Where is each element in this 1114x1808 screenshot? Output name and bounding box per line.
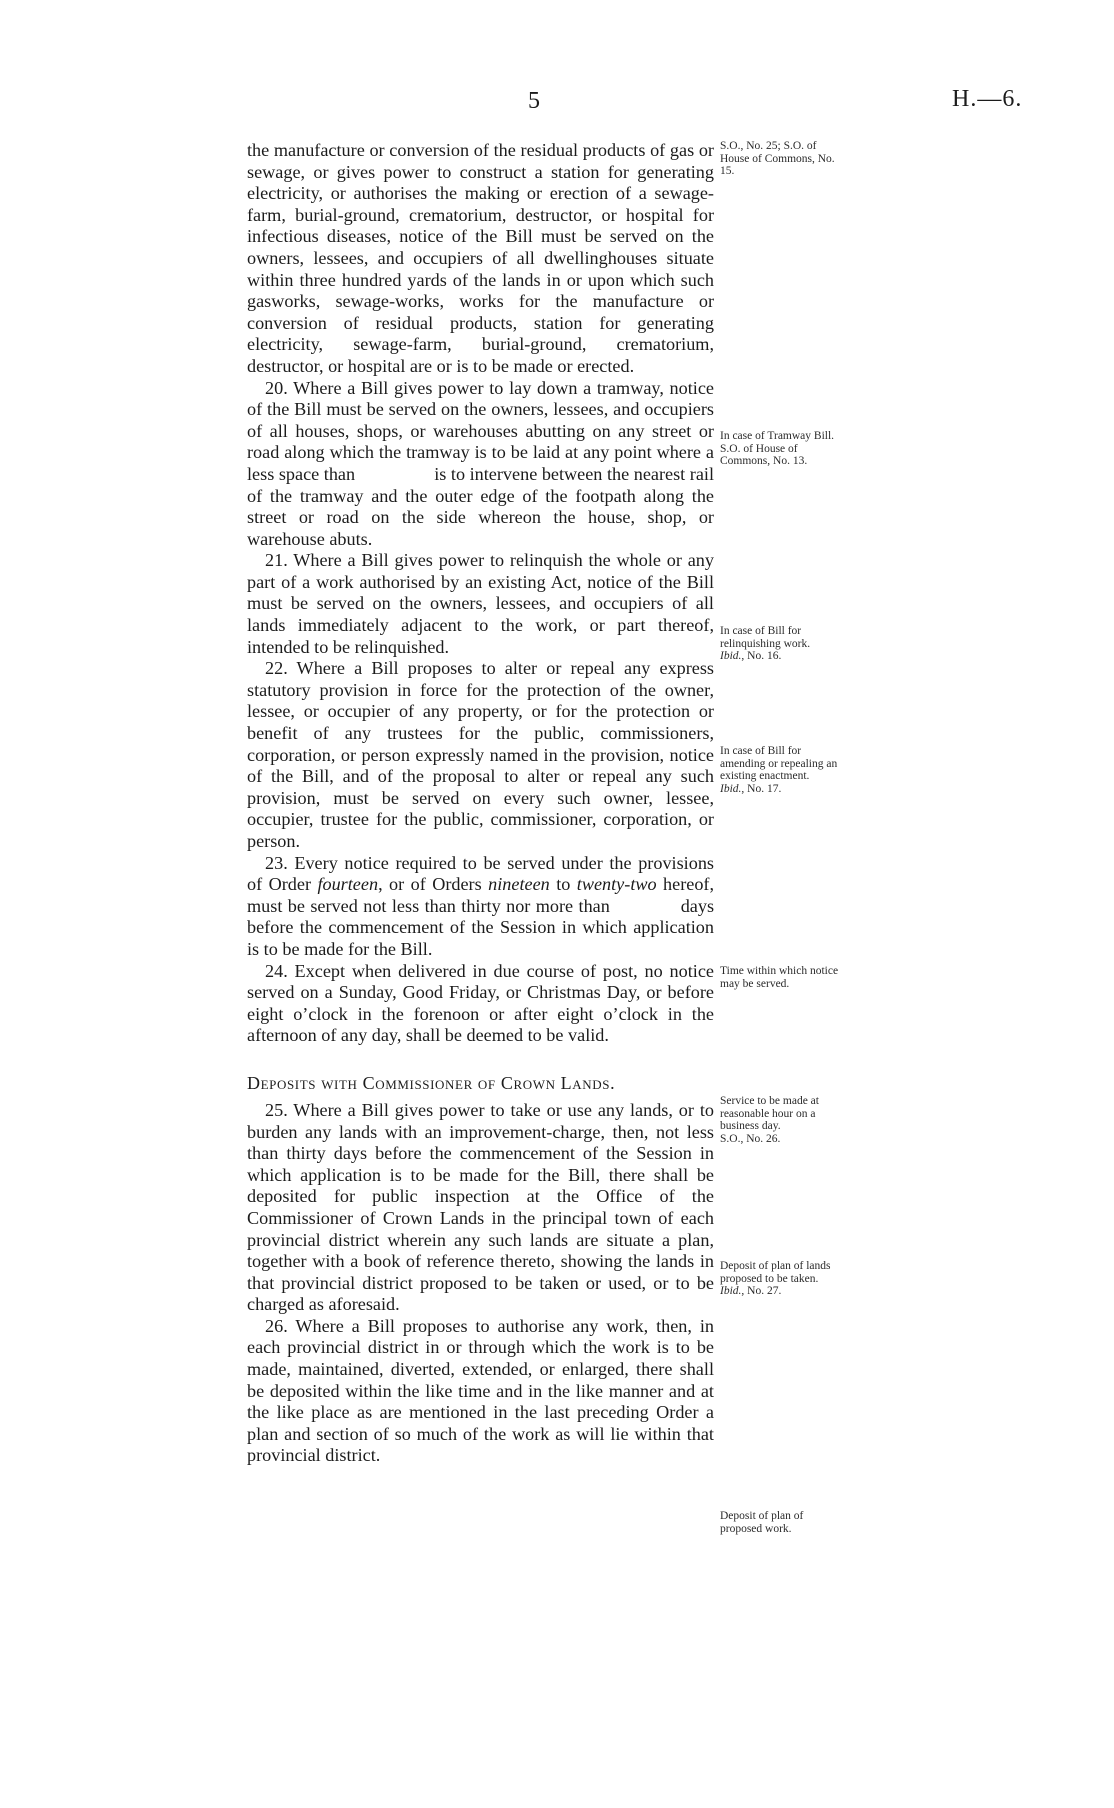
sidenote-order-20: [720, 430, 848, 468]
order-23-nineteen: nineteen: [488, 874, 550, 895]
section-heading-deposits: Deposits with Commissioner of Crown Lands.: [247, 1072, 616, 1093]
sidenote-order-25: [720, 1260, 848, 1298]
order-21: 21. Where a Bill gives power to relinquish the whole or any part of a work authorised by an existing Act, notice of the Bill must be served on the owners, lessees, and occupiers of all lands immediately adjacent to the work, or part thereof, intended to be relinquished.: [247, 550, 714, 657]
sidenote-order-20-title: In case of Tramway Bill.: [720, 430, 835, 442]
sidenote-order-22: [720, 745, 848, 795]
sidenote-order-21-title: In case of Bill for relinquishing work.: [720, 625, 811, 650]
order-23-twenty-two: twenty-two: [576, 874, 657, 895]
order-20-text-b: is to intervene between the nearest rail of the tramway and the outer edge of the footpath along the street or road on the side whereon the house, shop, or warehouse abuts.: [247, 463, 715, 549]
ref-number: , No. 16.: [741, 650, 782, 662]
sidenote-order-22-title: In case of Bill for amending or repealing an existing enactment.: [720, 745, 838, 782]
order-23-text-e: days before the commencement of the Session in which application is to be made for the Bill.: [247, 895, 715, 959]
order-23-text-a: 23. Every notice required to be served under the provisions of Order: [247, 852, 714, 895]
order-23-text-b: , or of Orders: [378, 874, 482, 895]
sidenote-order-20-ref: S.O. of House of Commons, No. 13.: [720, 442, 808, 467]
order-26: 26. Where a Bill proposes to authorise any work, then, in each provincial district in or through which the work is to be made, maintained, diverted, extended, or enlarged, there shall be deposited within the like time and in the like manner and at the like place as are mentioned in the last preceding Order a plan and section of so much of the work as will lie within that provincial district.: [247, 1315, 714, 1466]
sidenote-order-24-title: Service to be made at reasonable hour on a business day.: [720, 1095, 819, 1132]
sidenote-order-19: S.O., No. 25; S.O. of House of Commons, No. 15.: [720, 140, 835, 177]
order-23-text-c: to: [556, 874, 571, 895]
sidenote-order-25-ref: [720, 1285, 848, 1298]
sidenote-order-26: Deposit of plan of proposed work.: [720, 1510, 804, 1535]
sidenote-order-21-ref: [720, 650, 848, 663]
order-23: [247, 853, 714, 961]
order-24: 24. Except when delivered in due course of post, no notice served on a Sunday, Good Friday, or Christmas Day, or before eight o’clock in the forenoon or after eight o’clock in the afternoon of any day, shall be deemed to be valid.: [247, 960, 714, 1046]
order-22: 22. Where a Bill proposes to alter or repeal any express statutory provision in force for the protection of the owner, lessee, or occupier of any property, or for the protection or benefit of any trustees for the public, commissioners, corporation, or person expressly named in the provision, notice of the Bill, and of the proposal to alter or repeal any such provision, must be served on every such owner, lessee, occupier, trustee for the public, commissioner, corporation, or person.: [247, 658, 714, 851]
order-20: [247, 378, 714, 551]
ibid: Ibid.: [720, 782, 742, 795]
document-reference: H.—6.: [952, 86, 1023, 112]
sidenote-order-22-ref: [720, 783, 848, 796]
sidenote-order-24-ref: S.O., No. 26.: [720, 1132, 781, 1145]
sidenote-order-25-title: Deposit of plan of lands proposed to be taken.: [720, 1260, 831, 1285]
order-20-text-a: 20. Where a Bill gives power to lay down a tramway, notice of the Bill must be served on the owners, lessees, and occupiers of all houses, shops, or warehouses abutting on any street or road along which the tramway is to be laid at any point where a less space than: [247, 377, 714, 484]
ibid: Ibid.: [720, 1285, 742, 1297]
ref-number: , No. 27.: [741, 1285, 782, 1297]
sidenote-order-24: [720, 1095, 848, 1145]
order-23-fourteen: fourteen: [317, 874, 379, 895]
main-column: [247, 140, 714, 1467]
ref-number: , No. 17.: [741, 782, 782, 795]
order-23-text-d: hereof, must be served not less than thirty nor more than: [247, 874, 715, 916]
order-25: 25. Where a Bill gives power to take or use any lands, or to burden any lands with an improvement-charge, then, not less than thirty days before the commencement of the Session in which application is to be made for the Bill, there shall be deposited for public inspection at the Office of the Commissioner of Crown Lands in the principal town of each provincial district wherein any such lands are situate a plan, together with a book of reference thereto, showing the lands in that provincial district proposed to be taken or used, or to be charged as aforesaid.: [247, 1099, 714, 1315]
ibid: Ibid.: [720, 650, 742, 662]
sidenote-order-21: [720, 625, 848, 663]
page-number: 5: [528, 88, 540, 114]
sidenote-order-23: Time within which notice may be served.: [720, 965, 839, 990]
paragraph-continued: the manufacture or conversion of the residual products of gas or sewage, or gives power to construct a station for generating electricity, or authorises the making or erection of a sewage-farm, burial-ground, crematorium, destructor, or hospital for infectious diseases, notice of the Bill must be served on the owners, lessees, and occupiers of all dwellinghouses situate within three hundred yards of the lands in or upon which such gasworks, sewage-works, works for the manufacture or conversion of residual products, station for generating electricity, sewage-farm, burial-ground, crematorium, destructor, or hospital are or is to be made or erected.: [247, 140, 714, 376]
